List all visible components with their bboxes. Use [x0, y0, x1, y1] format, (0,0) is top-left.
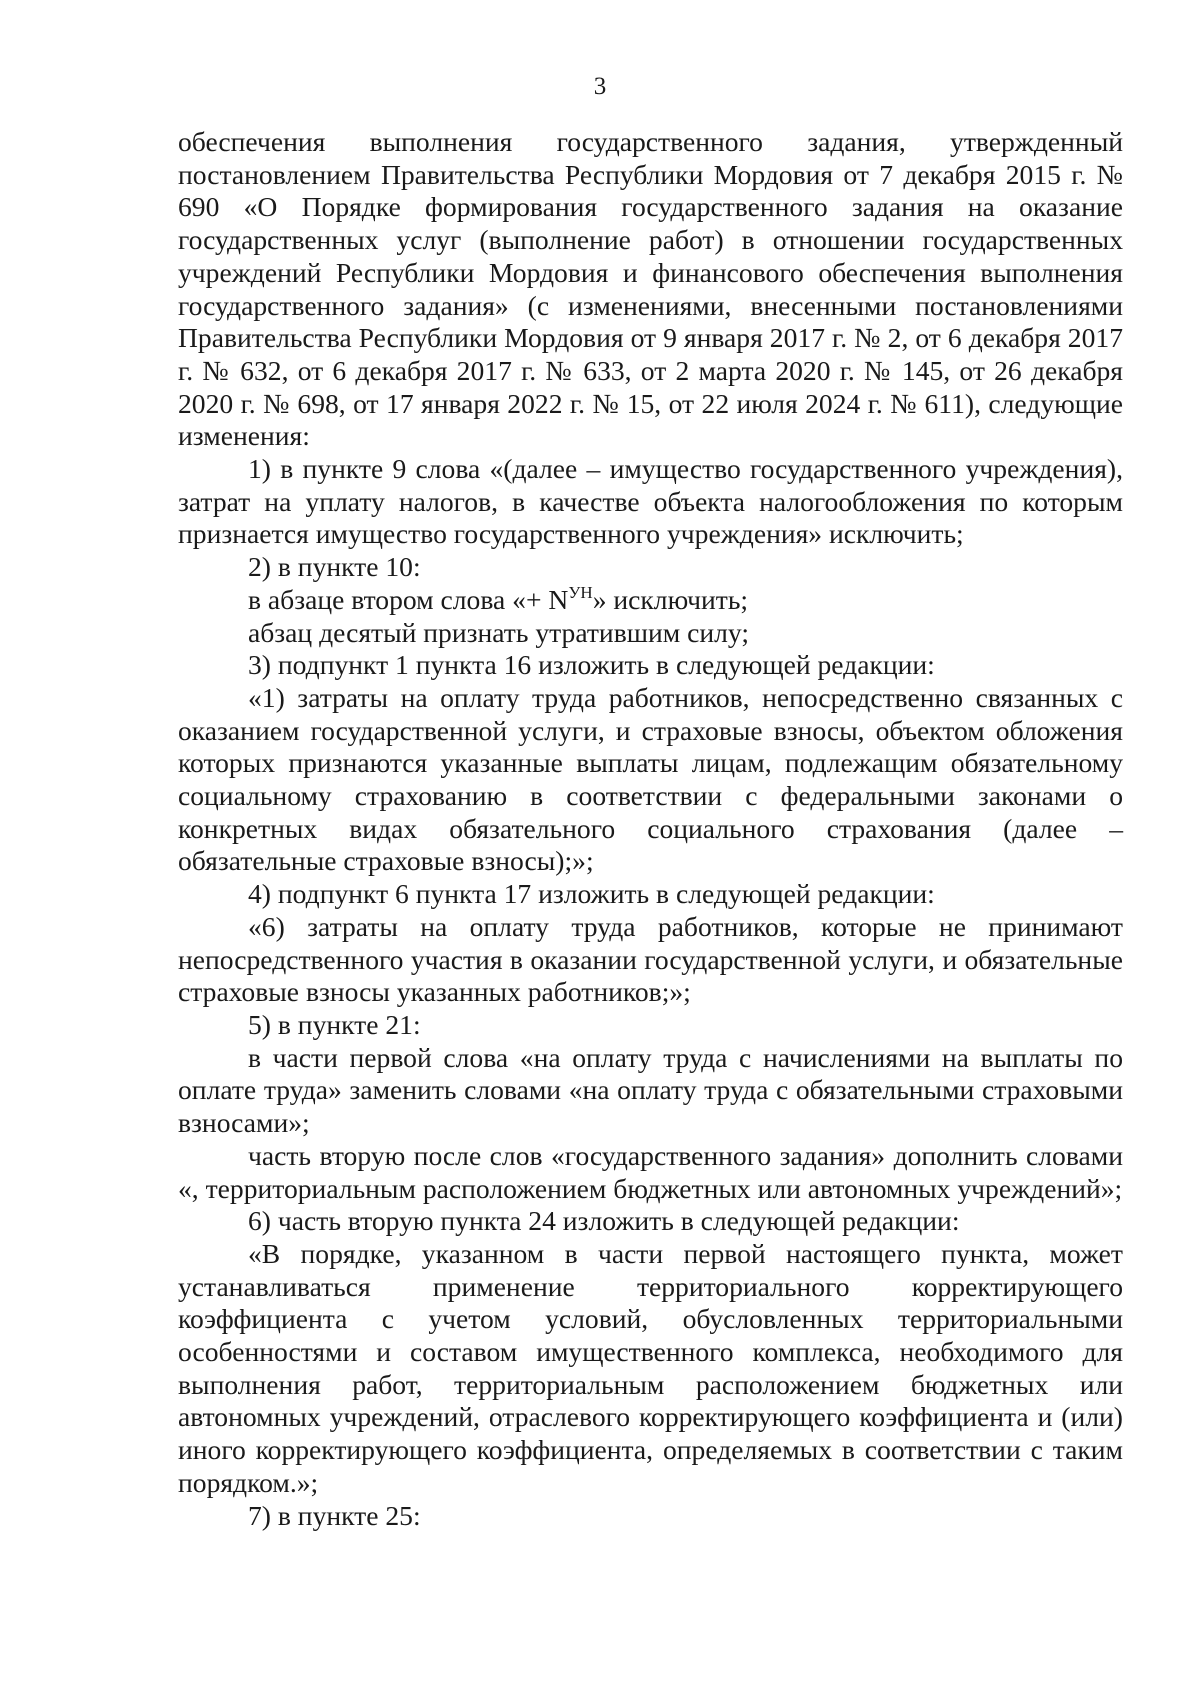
paragraph-item-2: 2) в пункте 10: [248, 551, 421, 583]
paragraph-item-3-quote: «1) затраты на оплату труда работников, непосредственно связанных с оказанием государственной услуги, и страховые взносы, объектом обложения которых признаются указанные выплаты лицам, подлежащим обязательному социальному страхованию в соответствии с федеральными законами о конкретных видах обязательного социального страхования (далее – обязательные страховые взносы);»; [178, 681, 1123, 877]
paragraph-item-3: 3) подпункт 1 пункта 16 изложить в следующей редакции: [248, 649, 935, 681]
paragraph-item-4: 4) подпункт 6 пункта 17 изложить в следующей редакции: [248, 878, 935, 910]
paragraph-intro: обеспечения выполнения государственного задания, утвержденный постановлением Правительства Республики Мордовия от 7 декабря 2015 г. № 690 «О Порядке формирования государственного задания на оказание государственных услуг (выполнение работ) в отношении государственных учреждений Республики Мордовия и финансового обеспечения выполнения государственного задания» (с изменениями, внесенными постановлениями Правительства Республики Мордовия от 9 января 2017 г. № 2, от 6 декабря 2017 г. № 632, от 6 декабря 2017 г. № 633, от 2 марта 2020 г. № 145, от 26 декабря 2020 г. № 698, от 17 января 2022 г. № 15, от 22 июля 2024 г. № 611), следующие изменения: [178, 126, 1123, 452]
paragraph-item-5-part-1: в части первой слова «на оплату труда с начислениями на выплаты по оплате труда» заменить словами «на оплату труда с обязательными страховыми взносами»; [178, 1041, 1123, 1139]
paragraph-item-2-abzac-10: абзац десятый признать утратившим силу; [248, 616, 749, 648]
paragraph-item-6: 6) часть вторую пункта 24 изложить в следующей редакции: [248, 1205, 960, 1237]
paragraph-item-6-quote: «В порядке, указанном в части первой настоящего пункта, может устанавливаться применение территориального корректирующего коэффициента с учетом условий, обусловленных территориальными особенностями и составом имущественного комплекса, необходимого для выполнения работ, территориальным расположением бюджетных или автономных учреждений, отраслевого корректирующего коэффициента и (или) иного корректирующего коэффициента, определяемых в соответствии с таким порядком.»; [178, 1237, 1123, 1498]
document-body [178, 126, 1123, 1532]
text-part: » исключить; [592, 583, 749, 615]
paragraph-item-1: 1) в пункте 9 слова «(далее – имущество государственного учреждения), затрат на уплату налогов, в качестве объекта налогообложения по которым признается имущество государственного учреждения» исключить; [178, 453, 1123, 550]
paragraph-item-5-part-2: часть вторую после слов «государственного задания» дополнить словами «, территориальным расположением бюджетных или автономных учреждений»; [178, 1139, 1123, 1204]
paragraph-item-5: 5) в пункте 21: [248, 1008, 421, 1040]
text-part: в абзаце втором слова «+ N [248, 583, 569, 615]
superscript-text: УН [568, 582, 593, 602]
paragraph-item-4-quote: «6) затраты на оплату труда работников, которые не принимают непосредственного участия в оказании государственной услуги, и обязательные страховые взносы указанных работников;»; [178, 910, 1123, 1008]
paragraph-item-2-abzac-2 [178, 584, 1123, 617]
paragraph-item-7: 7) в пункте 25: [248, 1499, 421, 1531]
page-number: 3 [593, 73, 607, 100]
